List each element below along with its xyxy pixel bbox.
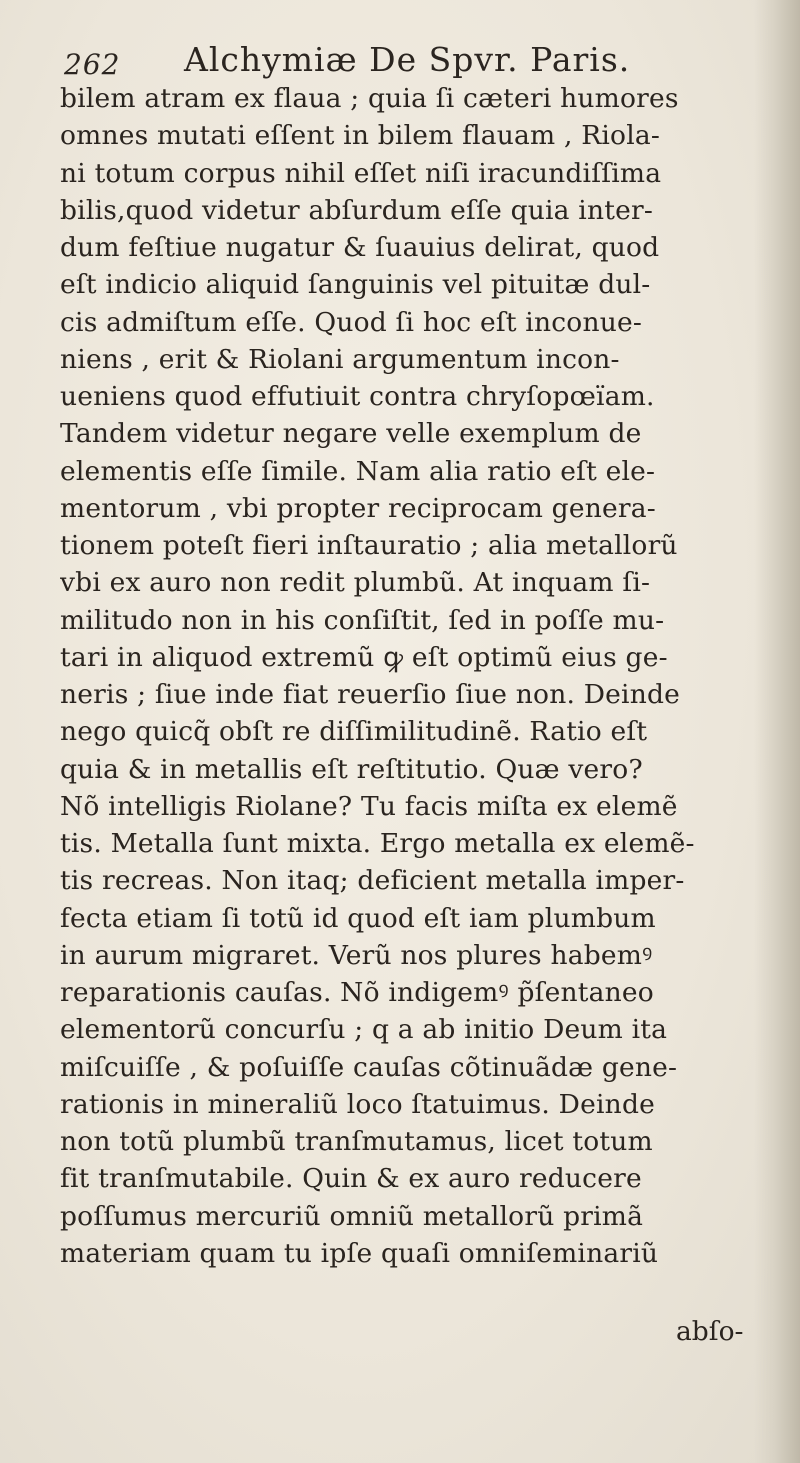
- text-line: nego quicq̃ obſt re diſſimilitudinẽ. Ratio eſt: [60, 716, 648, 748]
- body-text: [60, 80, 790, 1272]
- text-line: ni totum corpus nihil eſſet niſi iracundiſſima: [60, 157, 662, 189]
- text-line: cis admiſtum eſſe. Quod ſi hoc eſt inconue-: [60, 306, 643, 338]
- text-line: Nõ intelligis Riolane? Tu facis miſta ex elemẽ: [60, 790, 678, 822]
- text-line: bilis,quod videtur abſurdum eſſe quia inter-: [60, 194, 654, 226]
- text-line: in aurum migraret. Verũ nos plures habemꝰ: [60, 939, 653, 971]
- text-line: ueniens quod effutiuit contra chryſopœïam.: [60, 381, 655, 412]
- running-title: Alchymiæ De Spvr. Paris.: [184, 40, 631, 79]
- text-line: quia & in metallis eſt reſtitutio. Quæ vero?: [60, 753, 643, 785]
- text-line: tis. Metalla ſunt mixta. Ergo metalla ex elemẽ-: [60, 828, 695, 859]
- text-line: militudo non in his conſiſtit, ſed in poſſe mu-: [60, 604, 665, 636]
- text-line: non totũ plumbũ tranſmutamus, licet totum: [60, 1126, 653, 1157]
- text-line: vbi ex auro non redit plumbũ. At inquam ſi-: [60, 567, 651, 599]
- text-line: tis recreas. Non itaq; deficient metalla imper-: [60, 865, 685, 897]
- text-line: Tandem videtur negare velle exemplum de: [60, 418, 642, 450]
- text-line: eſt indicio aliquid ſanguinis vel pituitæ dul-: [60, 269, 651, 301]
- text-line: bilem atram ex flaua ; quia ſi cæteri humores: [60, 83, 679, 114]
- text-line: miſcuiſſe , & poſuiſſe cauſas cõtinuãdæ gene-: [60, 1051, 678, 1083]
- text-line: mentorum , vbi propter reciprocam genera-: [60, 492, 656, 524]
- text-line: rationis in mineraliũ loco ſtatuimus. Deinde: [60, 1088, 655, 1120]
- text-line: dum feſtiue nugatur & ſuauius delirat, quod: [60, 232, 660, 263]
- text-line: elementis eſſe ſimile. Nam alia ratio eſt ele-: [60, 455, 656, 487]
- text-line: niens , erit & Riolani argumentum incon-: [60, 343, 620, 375]
- text-line: tionem poteſt fieri inſtauratio ; alia metallorũ: [60, 530, 678, 561]
- text-line: elementorũ concurſu ; q a ab initio Deum ita: [60, 1014, 668, 1046]
- text-line: omnes mutati eſſent in bilem flauam , Riola-: [60, 120, 661, 152]
- text-line: neris ; ſiue inde fiat reuerſio ſiue non. Deinde: [60, 679, 681, 710]
- text-line: tari in aliquod extremũ ꝙ eſt optimũ eius ge-: [60, 641, 668, 673]
- page-number: 262: [64, 48, 121, 81]
- text-line: materiam quam tu ipſe quaſi omniſeminariũ: [60, 1237, 659, 1269]
- text-line: reparationis cauſas. Nõ indigemꝰ p̃ſentaneo: [60, 977, 654, 1008]
- text-line: poſſumus mercuriũ omniũ metallorũ primã: [60, 1200, 644, 1232]
- catchword: abſo-: [676, 1316, 744, 1347]
- text-line: fit tranſmutabile. Quin & ex auro reducere: [60, 1163, 642, 1195]
- text-line: fecta etiam ſi totũ id quod eſt iam plumbum: [60, 902, 656, 934]
